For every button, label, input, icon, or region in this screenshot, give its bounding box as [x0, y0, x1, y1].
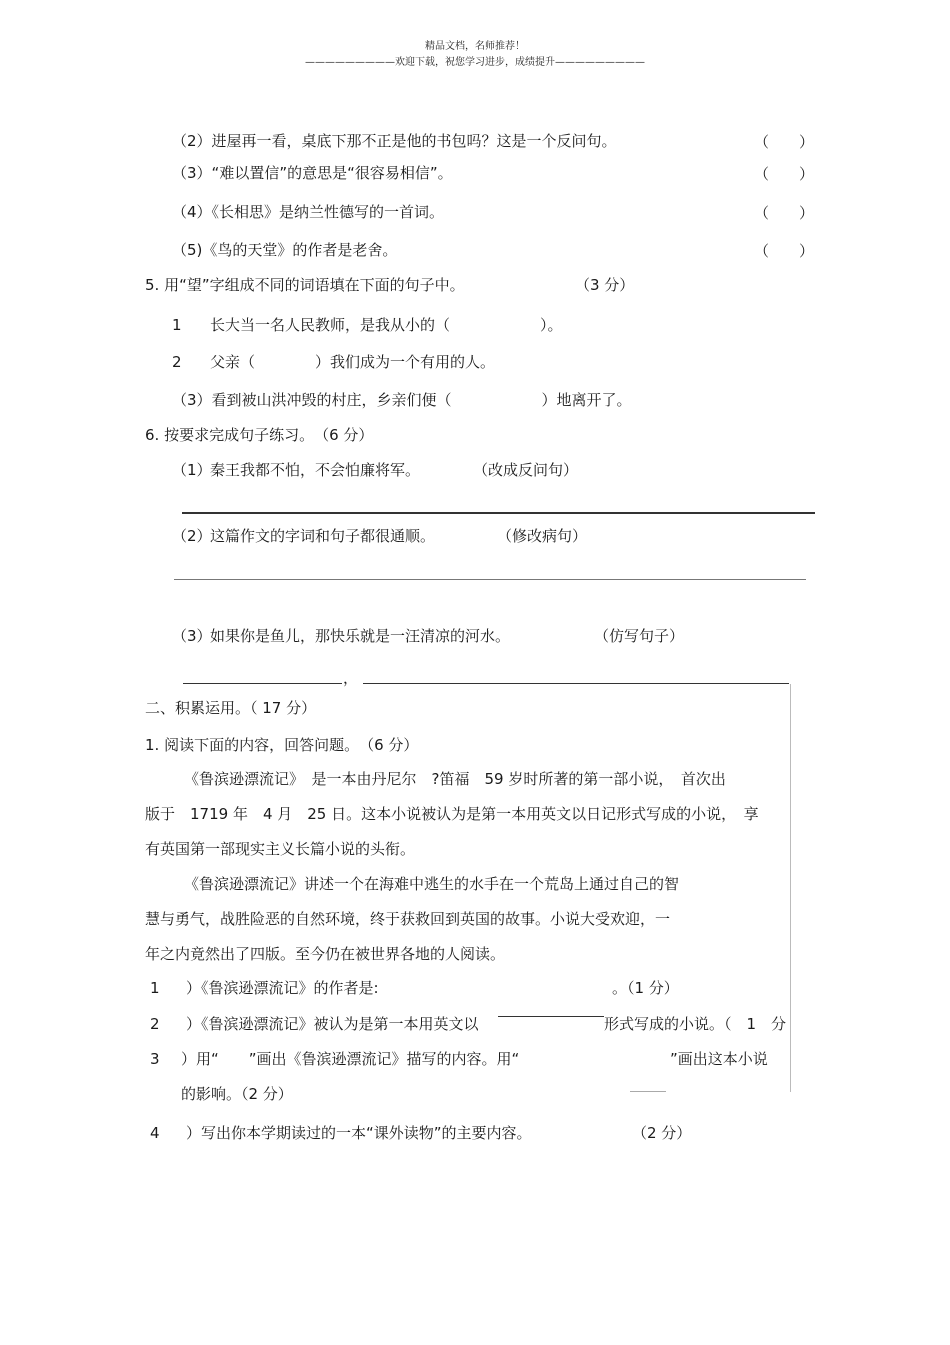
subq-2-tail: 形式写成的小说。（ 1 分	[604, 1015, 787, 1033]
comma: ，	[343, 669, 359, 687]
reading-para-1-line-2: 版于 1719 年 4 月 25 日。这本小说被认为是第一本用英文以日记形式写成的小说， 享	[145, 805, 759, 823]
reading-para-2-line-1: 《鲁滨逊漂流记》讲述一个在海难中逃生的水手在一个荒岛上通过自己的智	[184, 875, 680, 893]
question-5-title: 5. 用“望”字组成不同的词语填在下面的句子中。	[145, 276, 465, 294]
section-2-q1-title: 1. 阅读下面的内容，回答问题。 （6 分）	[145, 736, 419, 754]
subq-3: ）用“ ”画出《鲁滨逊漂流记》描写的内容。用“	[181, 1050, 520, 1068]
reading-para-1-line-1: 《鲁滨逊漂流记》 是一本由丹尼尔 ?笛福 59 岁时所著的第一部小说， 首次出	[184, 770, 726, 788]
subq-4: ）写出你本学期读过的一本“课外读物”的主要内容。	[186, 1124, 532, 1142]
subq-3-tail: ”画出这本小说	[670, 1050, 768, 1068]
q5-item-number: 1	[172, 316, 182, 334]
q5-item-3: （3）看到被山洪冲毁的村庄，乡亲们便（ ）地离开了。	[172, 391, 632, 409]
subq-2: ）《鲁滨逊漂流记》被认为是第一本用英文以	[186, 1015, 479, 1033]
q5-item-1: 长大当一名人民教师，是我从小的（ ）。	[210, 316, 563, 334]
q6-item-1-hint: （改成反问句）	[473, 461, 579, 479]
subq-1-tail: 。（1 分）	[612, 979, 679, 997]
reading-para-2-line-3: 年之内竟然出了四版。至今仍在被世界各地的人阅读。	[145, 945, 506, 963]
q6-item-3: 如果你是鱼儿，那快乐就是一汪清凉的河水。	[210, 627, 511, 645]
header-subtitle: —————————欢迎下载，祝您学习进步，成绩提升—————————	[305, 57, 645, 68]
q6-item-3-hint: （仿写句子）	[594, 627, 685, 645]
answer-line[interactable]	[363, 683, 789, 684]
answer-line[interactable]	[183, 683, 342, 684]
margin-line	[790, 684, 791, 1092]
answer-paren: （ ）	[754, 133, 815, 151]
subq-1: ）《鲁滨逊漂流记》的作者是:	[186, 979, 379, 997]
judge-item-3: （3）“难以置信”的意思是“很容易相信”。	[172, 164, 453, 182]
underline-sample	[630, 1091, 666, 1092]
q6-item-2-hint: （修改病句）	[497, 527, 588, 545]
q5-item-2: 父亲（ ）我们成为一个有用的人。	[210, 353, 496, 371]
reading-para-1-line-3: 有英国第一部现实主义长篇小说的头衔。	[145, 840, 416, 858]
header-title: 精品文档，名师推荐！	[425, 41, 525, 52]
q6-item-number: （3）	[172, 627, 212, 645]
judge-item-5: （5)《鸟的天堂》的作者是老舍。	[172, 241, 398, 259]
q6-item-2: 这篇作文的字词和句子都很通顺。	[210, 527, 436, 545]
answer-paren: （ ）	[754, 165, 815, 183]
subq-number: 3	[150, 1050, 160, 1068]
answer-paren: （ ）	[754, 204, 815, 222]
judge-item-4: （4）《长相思》是纳兰性德写的一首词。	[172, 203, 445, 221]
subq-number: 4	[150, 1124, 160, 1142]
q6-item-1: 秦王我都不怕，不会怕廉将军。	[210, 461, 421, 479]
q5-item-number: 2	[172, 353, 182, 371]
answer-paren: （ ）	[754, 242, 815, 260]
q6-item-number: （1）	[172, 461, 212, 479]
subq-3-continued: 的影响。（2 分）	[181, 1085, 293, 1103]
answer-line[interactable]	[174, 579, 806, 580]
subq-number: 1	[150, 979, 160, 997]
subq-number: 2	[150, 1015, 160, 1033]
question-6-title: 6. 按要求完成句子练习。 （6 分）	[145, 426, 374, 444]
section-2-title: 二、积累运用。（ 17 分）	[145, 699, 317, 717]
q6-item-number: （2）	[172, 527, 212, 545]
reading-para-2-line-2: 慧与勇气，战胜险恶的自然环境，终于获救回到英国的故事。小说大受欢迎，一	[145, 910, 671, 928]
answer-line[interactable]	[498, 1016, 604, 1017]
question-5-score: （3 分）	[575, 276, 635, 294]
answer-line[interactable]	[182, 512, 815, 514]
judge-item-2: （2）进屋再一看，桌底下那不正是他的书包吗？这是一个反问句。	[172, 132, 617, 150]
subq-4-score: （2 分）	[632, 1124, 692, 1142]
